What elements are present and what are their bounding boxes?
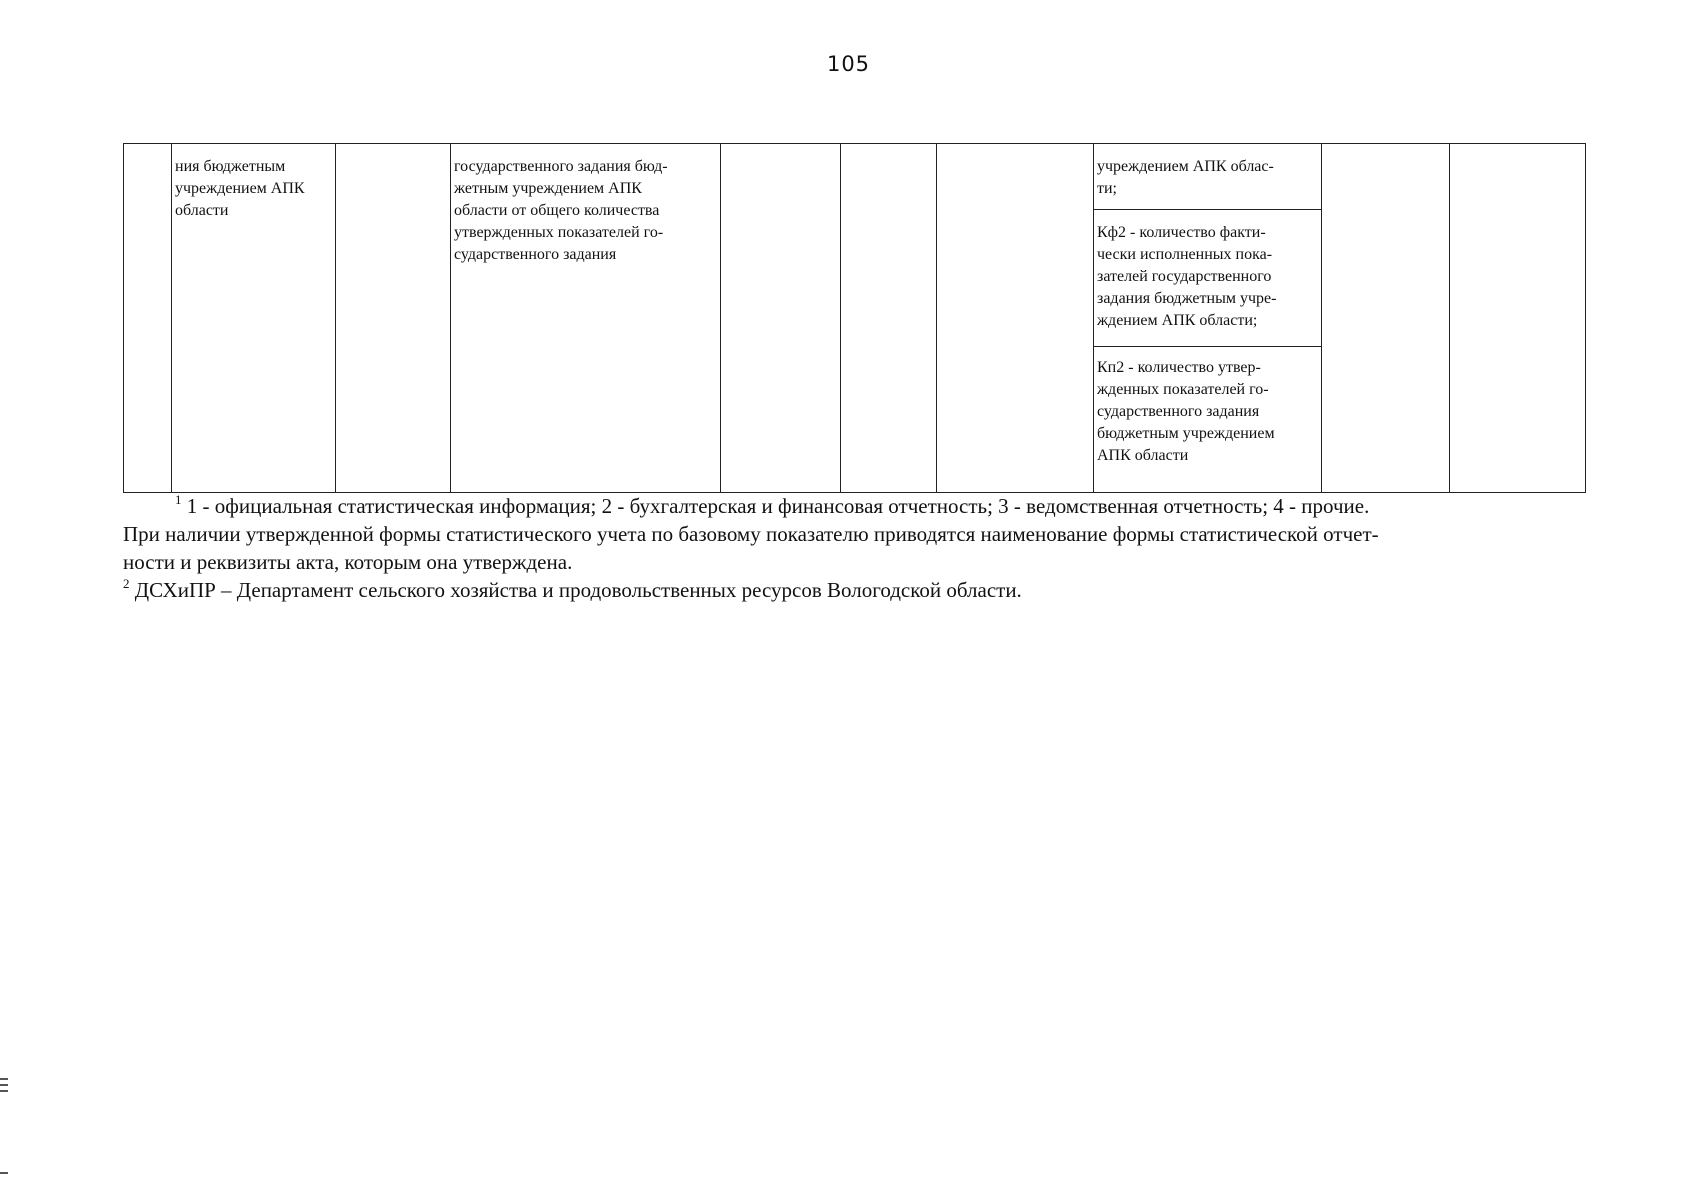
- indicator-table: [123, 143, 1586, 493]
- table-cell-formula: [937, 144, 1094, 493]
- table-cell-responsible: [1450, 144, 1586, 493]
- indicator-part-kp2: Кп2 - количество утвер- жденных показателей го- сударственного задания бюджетным учреждением АПК области: [1097, 359, 1275, 464]
- footnote-2: [123, 576, 1585, 604]
- footnote-1: [123, 492, 1585, 520]
- indicator-name-text: ния бюджетным учреждением АПК области: [175, 158, 305, 219]
- indicator-part-kf2: Кф2 - количество факти- чески исполненных пока- зателей государственного задания бюджетным учре- ждением АПК области;: [1094, 210, 1321, 347]
- table-cell-source: [1322, 144, 1450, 493]
- table-cell-type: [841, 144, 937, 493]
- footnote-2-marker: 2: [123, 576, 130, 591]
- scan-mark: [0, 1084, 8, 1086]
- scan-mark: [0, 1090, 8, 1092]
- indicator-table-wrapper: [123, 143, 1585, 491]
- table-cell-unit: [336, 144, 451, 493]
- table-cell-indicators: [1094, 144, 1322, 493]
- footnote-2-text: ДСХиПР – Департамент сельского хозяйства и продовольственных ресурсов Вологодской области.: [134, 578, 1022, 602]
- footnote-1-marker: 1: [175, 492, 182, 507]
- definition-text: государственного задания бюд- жетным учреждением АПК области от общего количества утвержденных показателей го- сударственного задания: [454, 158, 668, 263]
- footnote-1-continuation: При наличии утвержденной формы статистического учета по базовому показателю приводятся наименование формы статистической отчет- ности и реквизиты акта, которым она утверждена.: [123, 522, 1379, 574]
- table-row: [124, 144, 1586, 493]
- table-cell-definition: [451, 144, 721, 493]
- scan-margin-marks: [0, 1078, 10, 1178]
- scan-mark: [0, 1172, 8, 1174]
- table-cell-periodicity: [721, 144, 841, 493]
- footnote-1-line-1: 1 - официальная статистическая информация; 2 - бухгалтерская и финансовая отчетность; 3 - ведомственная отчетность; 4 - прочие.: [186, 494, 1370, 518]
- table-cell-indicator-name: [172, 144, 336, 493]
- scan-mark: [0, 1078, 8, 1080]
- page-number: 105: [826, 52, 871, 76]
- table-cell-number: [124, 144, 172, 493]
- footnotes: [123, 492, 1585, 604]
- indicator-part-1: учреждением АПК облас- ти;: [1094, 144, 1321, 210]
